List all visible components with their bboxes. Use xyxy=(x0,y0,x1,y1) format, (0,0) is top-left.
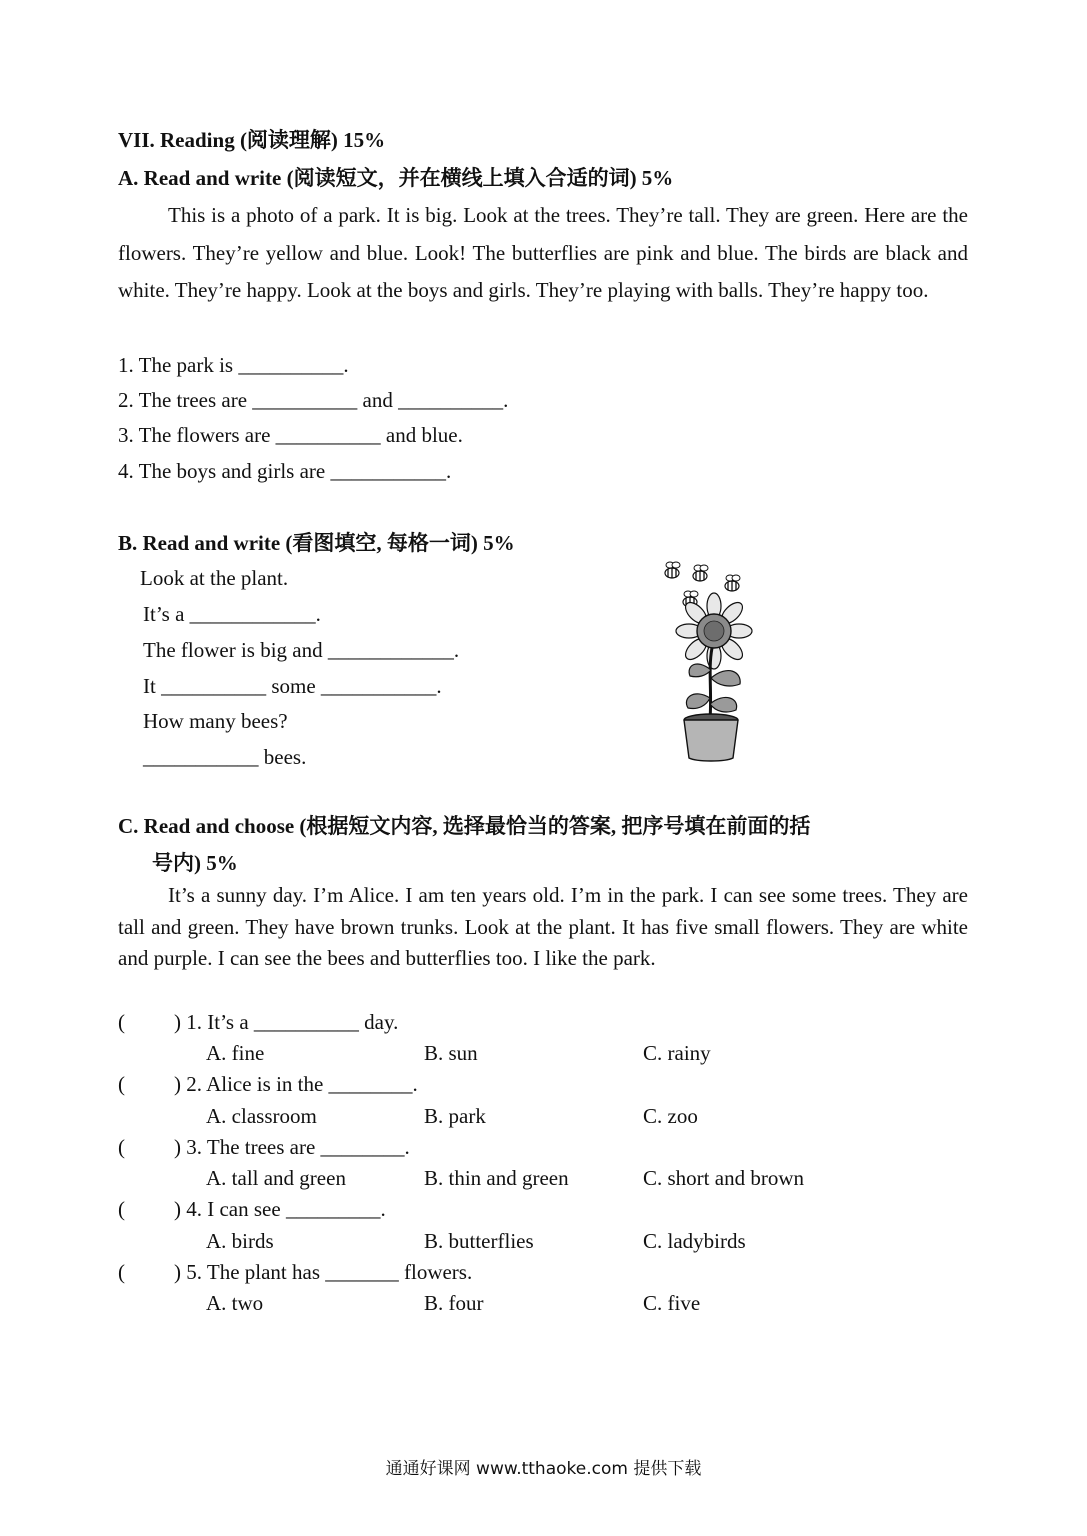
answer-paren: ( xyxy=(118,1135,125,1159)
part-c-passage: It’s a sunny day. I’m Alice. I am ten years old. I’m in the park. I can see some trees. They are tall and green. They have brown trunks. Look at the plant. It has five small flowers. They are white and purple. I can see the bees and butterflies too. I like the park. xyxy=(118,883,968,970)
answer-paren: ( xyxy=(118,1072,125,1096)
part-c-question-3: ) 3. The trees are ________. xyxy=(174,1135,410,1159)
part-a-question-2: 2. The trees are __________ and __________. xyxy=(118,388,509,412)
option-c: C. ladybirds xyxy=(643,1229,746,1253)
part-b-heading: B. Read and write (看图填空, 每格一词) 5% xyxy=(118,531,515,555)
part-a-question-1: 1. The park is __________. xyxy=(118,353,349,377)
part-b-line-4: It __________ some ___________. xyxy=(143,674,442,698)
option-a: A. two xyxy=(206,1291,264,1315)
option-c: C. rainy xyxy=(643,1041,711,1065)
option-a: A. fine xyxy=(206,1041,265,1065)
page-footer: 通通好课网 www.tthaoke.com 提供下载 xyxy=(385,1459,702,1479)
answer-paren: ( xyxy=(118,1260,125,1284)
part-a-question-3: 3. The flowers are __________ and blue. xyxy=(118,423,463,447)
flower-pot xyxy=(684,714,738,761)
part-b-line-3: The flower is big and ____________. xyxy=(143,638,460,662)
part-c-heading-cont: 号内) 5% xyxy=(152,851,238,875)
option-b: B. thin and green xyxy=(424,1166,569,1190)
part-c-heading: C. Read and choose (根据短文内容, 选择最恰当的答案, 把序号填在前面的括 xyxy=(118,814,811,838)
option-a: A. tall and green xyxy=(206,1166,346,1190)
part-a-heading: A. Read and write (阅读短文，并在横线上填入合适的词) 5% xyxy=(118,166,674,190)
sunflower-head xyxy=(676,593,752,669)
section-title: VII. Reading (阅读理解) 15% xyxy=(118,128,386,152)
potted-sunflower-illustration xyxy=(652,560,762,765)
bee-icon xyxy=(693,565,708,581)
option-c: C. zoo xyxy=(643,1104,698,1128)
option-b: B. butterflies xyxy=(424,1229,534,1253)
part-b-line-5: How many bees? xyxy=(143,709,288,733)
answer-paren: ( xyxy=(118,1197,125,1221)
part-b-line-6: ___________ bees. xyxy=(143,745,307,769)
answer-paren: ( xyxy=(118,1010,125,1034)
part-c-question-2: ) 2. Alice is in the ________. xyxy=(174,1072,418,1096)
option-a: A. classroom xyxy=(206,1104,317,1128)
bee-icon xyxy=(725,575,740,591)
part-a-passage: This is a photo of a park. It is big. Look at the trees. They’re tall. They are green. Here are the flowers. They’re yellow and blue. Look! The butterflies are pink and blue. The birds are black and white. They’re happy. Look at the boys and girls. They’re playing with balls. They’re happy too. xyxy=(118,203,968,302)
part-a-question-4: 4. The boys and girls are ___________. xyxy=(118,459,452,483)
part-b-line-2: It’s a ____________. xyxy=(143,602,321,626)
option-b: B. four xyxy=(424,1291,484,1315)
part-c-question-5: ) 5. The plant has _______ flowers. xyxy=(174,1260,473,1284)
option-b: B. park xyxy=(424,1104,486,1128)
part-c-question-4: ) 4. I can see _________. xyxy=(174,1197,386,1221)
option-c: C. five xyxy=(643,1291,701,1315)
option-a: A. birds xyxy=(206,1229,274,1253)
option-b: B. sun xyxy=(424,1041,478,1065)
option-c: C. short and brown xyxy=(643,1166,804,1190)
bee-icon xyxy=(665,562,680,578)
part-c-question-1: ) 1. It’s a __________ day. xyxy=(174,1010,399,1034)
part-b-line-1: Look at the plant. xyxy=(140,566,289,590)
